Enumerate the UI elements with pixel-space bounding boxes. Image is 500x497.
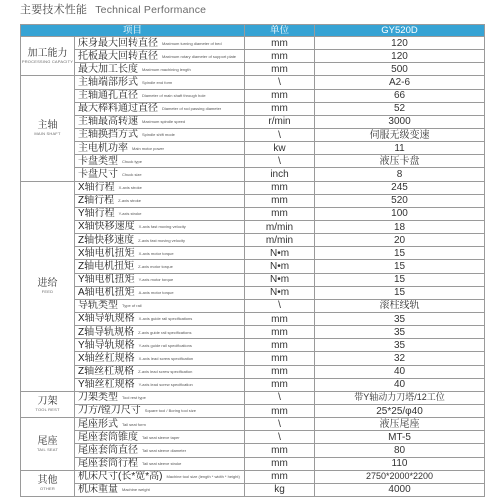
item-cell — [75, 194, 245, 207]
value-cell: 120 — [315, 50, 485, 63]
table-row — [21, 194, 485, 207]
item-cell — [75, 142, 245, 155]
group-name-zh: 主轴 — [37, 120, 58, 132]
page-title-en: Technical Performance — [95, 4, 207, 16]
item-name-zh: 卡盘尺寸 — [78, 169, 118, 181]
table-row — [21, 483, 485, 496]
item-name-zh: 尾座形式 — [78, 418, 118, 430]
item-name-en: A-axis motor torque — [138, 290, 174, 296]
item-name-zh: X轴丝杠规格 — [78, 353, 135, 365]
unit-cell: \ — [245, 299, 315, 312]
table-row — [21, 207, 485, 220]
item-name-zh: 主电机功率 — [78, 142, 128, 154]
group-label — [21, 181, 75, 391]
item-name-en: Main motor power — [132, 145, 165, 151]
unit-cell: mm — [245, 352, 315, 365]
unit-cell: r/min — [245, 115, 315, 128]
item-name-zh: A轴电机扭矩 — [78, 287, 135, 299]
item-cell — [75, 168, 245, 181]
table-row — [21, 89, 485, 102]
unit-cell: inch — [245, 168, 315, 181]
item-cell — [75, 102, 245, 115]
unit-cell: mm — [245, 470, 315, 483]
group-name-zh: 尾座 — [37, 435, 58, 447]
item-name-en: Z-axis guide rail specifications — [138, 329, 192, 335]
item-name-en: Diameter of rod passing diameter — [162, 106, 222, 112]
value-cell: 滚柱线轨 — [315, 299, 485, 312]
unit-cell: N•m — [245, 273, 315, 286]
group-name-zh: 其他 — [37, 475, 58, 487]
item-name-en: Square tool / Boring tool size — [144, 408, 196, 414]
group-label — [21, 391, 75, 417]
unit-cell: mm — [245, 365, 315, 378]
value-cell: 35 — [315, 339, 485, 352]
page-title-zh: 主要技术性能 — [20, 4, 88, 16]
item-name-en: Tool rest type — [122, 395, 146, 401]
item-name-en: Tail seat sleeve diameter — [142, 447, 187, 453]
item-cell — [75, 207, 245, 220]
table-row — [21, 115, 485, 128]
item-name-en: Z-axis motor torque — [138, 263, 173, 269]
item-name-en: Machine weight — [122, 487, 150, 493]
item-cell — [75, 299, 245, 312]
item-name-en: Spindle end form — [142, 79, 173, 85]
item-cell — [75, 339, 245, 352]
item-name-zh: Y轴丝杠规格 — [78, 379, 135, 391]
item-name-zh: 尾座套筒直径 — [78, 445, 138, 456]
unit-cell: mm — [245, 326, 315, 339]
item-name-zh: 床身最大回转直径 — [78, 37, 158, 49]
table-row — [21, 260, 485, 273]
item-name-zh: 主轴换挡方式 — [78, 129, 138, 141]
item-name-en: Machine tool size (length * width * height) — [166, 474, 240, 480]
item-cell — [75, 391, 245, 404]
item-name-en: X-axis lead screw specification — [138, 355, 194, 361]
table-row — [21, 168, 485, 181]
table-row — [21, 391, 485, 404]
table-row — [21, 220, 485, 233]
unit-cell: \ — [245, 391, 315, 404]
item-cell — [75, 312, 245, 325]
item-cell — [75, 37, 245, 50]
value-cell: 伺服无级变速 — [315, 128, 485, 141]
item-name-zh: 机床重量 — [78, 484, 118, 496]
table-row — [21, 63, 485, 76]
item-name-en: X-axis stroke — [118, 185, 142, 191]
item-name-en: Maximum spindle speed — [142, 119, 186, 125]
item-cell — [75, 286, 245, 299]
item-name-en: Maximum rotary diameter of support plate — [162, 53, 237, 59]
item-name-en: Maximum machining length — [142, 66, 191, 72]
item-name-zh: Y轴行程 — [78, 208, 115, 220]
table-row — [21, 312, 485, 325]
unit-cell: mm — [245, 339, 315, 352]
item-name-zh: 主轴最高转速 — [78, 116, 138, 128]
value-cell: 11 — [315, 142, 485, 155]
item-cell — [75, 220, 245, 233]
table-row — [21, 378, 485, 391]
group-name-en: OTHER — [40, 486, 55, 492]
item-name-zh: 最大棒料通过直径 — [78, 103, 158, 115]
unit-cell: mm — [245, 89, 315, 102]
table-row — [21, 339, 485, 352]
value-cell: 15 — [315, 286, 485, 299]
group-name-zh: 刀架 — [37, 396, 58, 408]
item-cell — [75, 378, 245, 391]
group-label — [21, 76, 75, 181]
group-label — [21, 418, 75, 471]
value-cell: 520 — [315, 194, 485, 207]
unit-cell: mm — [245, 444, 315, 457]
value-cell: 18 — [315, 220, 485, 233]
item-cell — [75, 89, 245, 102]
unit-cell: mm — [245, 207, 315, 220]
item-cell — [75, 155, 245, 168]
page-title — [20, 1, 206, 17]
value-cell: 2750*2000*2200 — [315, 470, 485, 483]
table-row — [21, 142, 485, 155]
item-name-en: Y-axis stroke — [118, 211, 142, 217]
unit-cell: kw — [245, 142, 315, 155]
group-name-en: MAIN SHAFT — [34, 131, 61, 137]
item-cell — [75, 365, 245, 378]
item-name-zh: Z轴行程 — [78, 195, 115, 207]
item-name-en: X-axis motor torque — [138, 250, 174, 256]
item-name-en: Z-axis fast moving velocity — [138, 237, 186, 243]
item-cell — [75, 273, 245, 286]
value-cell: A2-6 — [315, 76, 485, 89]
table-row — [21, 299, 485, 312]
value-cell: MT-5 — [315, 431, 485, 444]
item-cell — [75, 247, 245, 260]
item-cell — [75, 115, 245, 128]
table-row — [21, 102, 485, 115]
item-cell — [75, 352, 245, 365]
unit-cell: mm — [245, 194, 315, 207]
item-cell — [75, 444, 245, 457]
value-cell: 带Y轴动力刀塔/12工位 — [315, 391, 485, 404]
item-name-en: Z-axis lead screw specification — [138, 369, 193, 375]
item-name-zh: 主轴端部形式 — [78, 77, 138, 89]
item-name-zh: 托板最大回转直径 — [78, 50, 158, 62]
unit-cell: mm — [245, 181, 315, 194]
item-name-zh: 刀方/镗刀尺寸 — [78, 405, 141, 417]
item-cell — [75, 50, 245, 63]
item-name-zh: Y轴电机扭矩 — [78, 274, 135, 286]
item-name-zh: 导轨类型 — [78, 300, 118, 312]
item-name-en: Z-axis stroke — [118, 198, 142, 204]
value-cell: 120 — [315, 37, 485, 50]
value-cell: 110 — [315, 457, 485, 470]
value-cell: 100 — [315, 207, 485, 220]
item-cell — [75, 326, 245, 339]
table-row — [21, 155, 485, 168]
value-cell: 52 — [315, 102, 485, 115]
value-cell: 35 — [315, 326, 485, 339]
value-cell: 66 — [315, 89, 485, 102]
unit-cell: mm — [245, 50, 315, 63]
value-cell: 40 — [315, 365, 485, 378]
item-cell — [75, 431, 245, 444]
unit-cell: mm — [245, 37, 315, 50]
table-header-row — [21, 25, 485, 37]
item-cell — [75, 260, 245, 273]
table-row — [21, 326, 485, 339]
item-name-en: Y-axis guide rail specifications — [138, 342, 192, 348]
item-name-zh: 主轴通孔直径 — [78, 90, 138, 102]
item-name-zh: X轴快移速度 — [78, 221, 135, 233]
column-header-model: GY520D — [315, 25, 485, 37]
unit-cell: m/min — [245, 234, 315, 247]
item-cell — [75, 418, 245, 431]
value-cell: 液压尾座 — [315, 418, 485, 431]
value-cell: 32 — [315, 352, 485, 365]
item-name-en: Y-axis motor torque — [138, 277, 174, 283]
item-name-zh: Z轴电机扭矩 — [78, 261, 135, 273]
unit-cell: N•m — [245, 260, 315, 273]
unit-cell: \ — [245, 418, 315, 431]
item-cell — [75, 234, 245, 247]
table-row — [21, 444, 485, 457]
table-row — [21, 76, 485, 89]
item-cell — [75, 404, 245, 417]
item-name-zh: 卡盘类型 — [78, 155, 118, 167]
item-name-zh: Y轴导轨规格 — [78, 339, 135, 351]
table-row — [21, 181, 485, 194]
table-row — [21, 352, 485, 365]
item-cell — [75, 457, 245, 470]
unit-cell: mm — [245, 378, 315, 391]
item-name-en: Chuck type — [122, 158, 143, 164]
item-name-en: Chuck size — [122, 171, 142, 177]
item-cell — [75, 128, 245, 141]
unit-cell: N•m — [245, 286, 315, 299]
item-cell — [75, 76, 245, 89]
item-cell — [75, 470, 245, 483]
group-name-zh: 加工能力 — [27, 48, 68, 60]
item-name-zh: X轴行程 — [78, 182, 115, 194]
group-name-en: FEED — [41, 289, 54, 295]
table-row — [21, 37, 485, 50]
spec-table — [20, 24, 485, 497]
table-row — [21, 286, 485, 299]
value-cell: 15 — [315, 247, 485, 260]
value-cell: 4000 — [315, 483, 485, 496]
unit-cell: \ — [245, 76, 315, 89]
item-name-en: X-axis fast moving velocity — [138, 224, 186, 230]
unit-cell: \ — [245, 431, 315, 444]
item-name-en: X-axis guide rail specifications — [138, 316, 193, 322]
value-cell: 80 — [315, 444, 485, 457]
table-row — [21, 273, 485, 286]
unit-cell: kg — [245, 483, 315, 496]
item-name-en: Spindle shift mode — [142, 132, 175, 138]
value-cell: 8 — [315, 168, 485, 181]
unit-cell: mm — [245, 312, 315, 325]
item-name-en: Tail seat sleeve stroke — [142, 461, 182, 466]
unit-cell: m/min — [245, 220, 315, 233]
value-cell: 3000 — [315, 115, 485, 128]
value-cell: 245 — [315, 181, 485, 194]
value-cell: 液压卡盘 — [315, 155, 485, 168]
item-name-en: Tail seat sleeve taper — [142, 434, 180, 440]
item-name-zh: X轴电机扭矩 — [78, 247, 135, 259]
item-cell — [75, 63, 245, 76]
item-cell — [75, 181, 245, 194]
value-cell: 500 — [315, 63, 485, 76]
unit-cell: mm — [245, 63, 315, 76]
item-cell — [75, 483, 245, 496]
table-row — [21, 470, 485, 483]
value-cell: 15 — [315, 273, 485, 286]
spec-table-body — [21, 37, 485, 497]
item-name-zh: 刀架类型 — [78, 392, 118, 404]
group-name-zh: 进给 — [37, 278, 58, 290]
table-row — [21, 457, 485, 470]
item-name-zh: Z轴丝杠规格 — [78, 366, 135, 378]
item-name-zh: X轴导轨规格 — [78, 313, 135, 325]
item-name-en: Tail seat form — [122, 421, 146, 427]
item-name-zh: Z轴导轨规格 — [78, 326, 135, 338]
unit-cell: mm — [245, 102, 315, 115]
item-name-en: Y-axis lead screw specification — [138, 382, 193, 388]
group-label — [21, 470, 75, 496]
unit-cell: mm — [245, 404, 315, 417]
group-name-en: TOOL REST — [35, 407, 60, 413]
table-row — [21, 128, 485, 141]
column-header-item: 项目 — [21, 25, 245, 37]
item-name-en: Diameter of main shaft through hole — [142, 93, 206, 99]
table-row — [21, 365, 485, 378]
group-label — [21, 37, 75, 76]
unit-cell: N•m — [245, 247, 315, 260]
table-row — [21, 234, 485, 247]
unit-cell: \ — [245, 128, 315, 141]
value-cell: 25*25/φ40 — [315, 404, 485, 417]
value-cell: 35 — [315, 312, 485, 325]
value-cell: 15 — [315, 260, 485, 273]
group-name-en: PROCESSING CAPACITY — [21, 59, 74, 65]
table-row — [21, 50, 485, 63]
value-cell: 20 — [315, 234, 485, 247]
item-name-zh: 尾座套筒行程 — [78, 458, 138, 470]
group-name-en: TAIL SEAT — [36, 446, 59, 452]
unit-cell: \ — [245, 155, 315, 168]
item-name-zh: 最大加工长度 — [78, 63, 138, 75]
item-name-zh: 机床尺寸(长*宽*高) — [78, 471, 163, 483]
table-row — [21, 431, 485, 444]
unit-cell: mm — [245, 457, 315, 470]
table-row — [21, 404, 485, 417]
table-row — [21, 418, 485, 431]
item-name-zh: 尾座套筒锥度 — [78, 431, 138, 443]
column-header-unit: 单位 — [245, 25, 315, 37]
item-name-zh: Z轴快移速度 — [78, 234, 135, 246]
item-name-en: Maximum turning diameter of bed — [162, 40, 222, 46]
item-name-en: Type of rail — [122, 303, 142, 309]
value-cell: 40 — [315, 378, 485, 391]
table-row — [21, 247, 485, 260]
